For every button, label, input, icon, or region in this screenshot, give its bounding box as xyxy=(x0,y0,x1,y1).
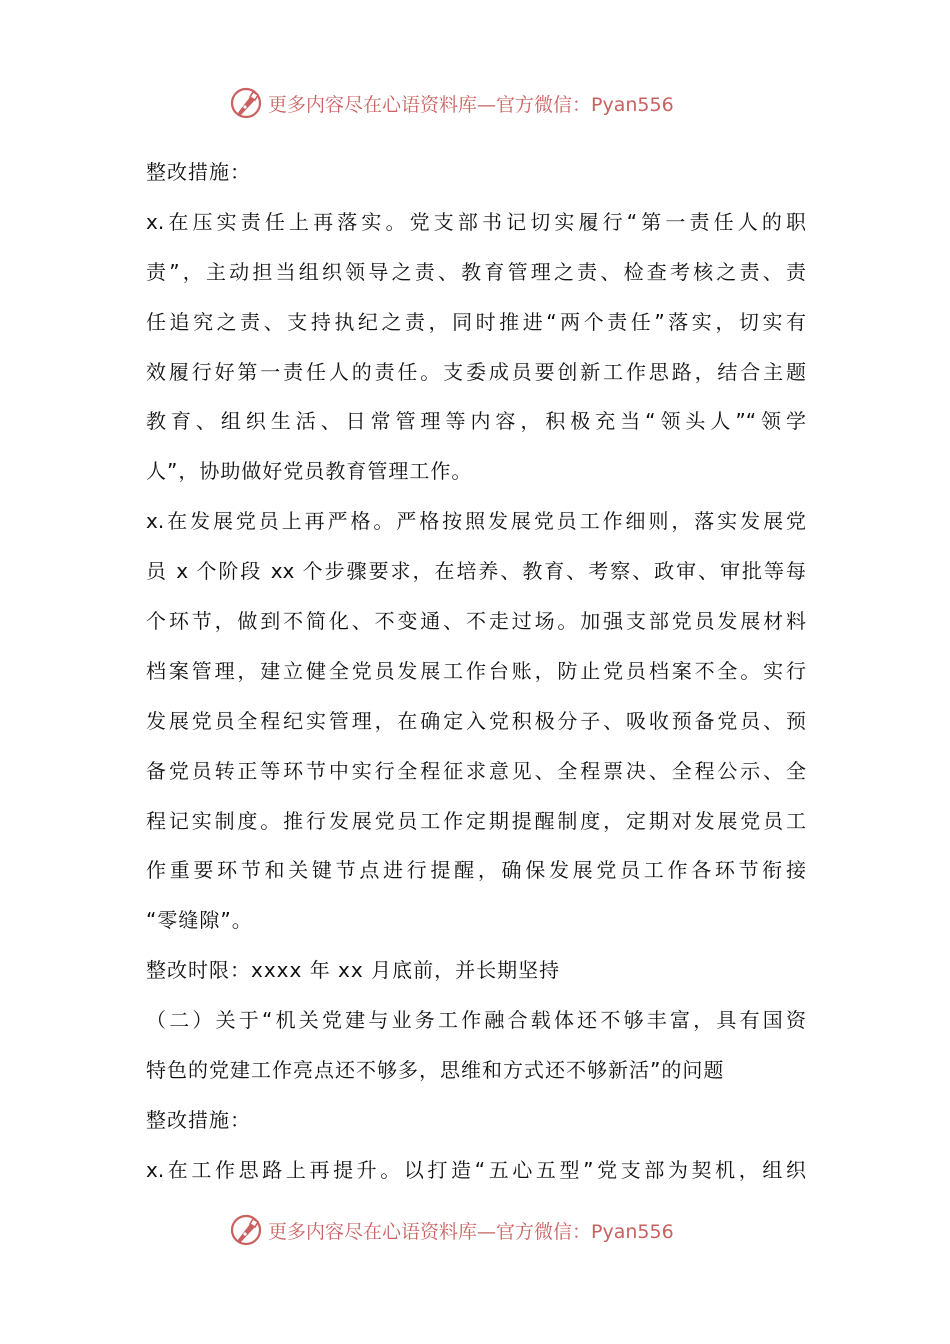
document-body xyxy=(146,148,806,1196)
text-line: 特色的党建工作亮点还不够多，思维和方式还不够新活”的问题 xyxy=(146,1058,725,1083)
pen-nib-circle-icon xyxy=(228,85,264,121)
text-line: x.在发展党员上再严格。严格按照发展党员工作细则，落实发展党 xyxy=(146,509,806,534)
text-line: 任追究之责、支持执纪之责，同时推进“两个责任”落实，切实有 xyxy=(146,309,806,334)
footer-watermark-banner xyxy=(228,1210,748,1250)
text-line: 员 x 个阶段 xx 个步骤要求，在培养、教育、考察、政审、审批等每 xyxy=(146,559,806,584)
text-line: 人”，协助做好党员教育管理工作。 xyxy=(146,459,473,484)
text-line: 发展党员全程纪实管理，在确定入党积极分子、吸收预备党员、预 xyxy=(146,708,806,733)
text-line: （二）关于“机关党建与业务工作融合载体还不够丰富，具有国资 xyxy=(146,1008,806,1033)
text-line: 效履行好第一责任人的责任。支委成员要创新工作思路，结合主题 xyxy=(146,359,806,384)
wechat-account: Pyan556 xyxy=(591,1220,674,1243)
text-line: 档案管理，建立健全党员发展工作台账，防止党员档案不全。实行 xyxy=(146,658,806,683)
text-line: 备党员转正等环节中实行全程征求意见、全程票决、全程公示、全 xyxy=(146,758,806,783)
text-line: 个环节，做到不简化、不变通、不走过场。加强支部党员发展材料 xyxy=(146,609,806,634)
text-line: 责”，主动担当组织领导之责、教育管理之责、检查考核之责、责 xyxy=(146,259,806,284)
text-line: “零缝隙”。 xyxy=(146,908,253,933)
pen-nib-circle-icon xyxy=(228,1212,264,1248)
text-line: 教育、组织生活、日常管理等内容，积极充当“领头人”“领学 xyxy=(146,409,806,434)
header-watermark-banner xyxy=(228,83,748,123)
text-line: 整改时限：xxxx 年 xx 月底前，并长期坚持 xyxy=(146,958,561,983)
watermark-text: 更多内容尽在心语资料库—官方微信：Pyan556 xyxy=(268,1220,674,1243)
text-line: x.在压实责任上再落实。党支部书记切实履行“第一责任人的职 xyxy=(146,209,806,234)
text-line: 整改措施： xyxy=(146,1107,251,1132)
text-line: 程记实制度。推行发展党员工作定期提醒制度，定期对发展党员工 xyxy=(146,808,806,833)
text-line: x.在工作思路上再提升。以打造“五心五型”党支部为契机，组织 xyxy=(146,1157,806,1182)
text-line: 整改措施： xyxy=(146,160,251,184)
wechat-account: Pyan556 xyxy=(591,93,674,116)
text-line: 作重要环节和关键节点进行提醒，确保发展党员工作各环节衔接 xyxy=(146,858,806,883)
watermark-text: 更多内容尽在心语资料库—官方微信：Pyan556 xyxy=(268,93,674,116)
